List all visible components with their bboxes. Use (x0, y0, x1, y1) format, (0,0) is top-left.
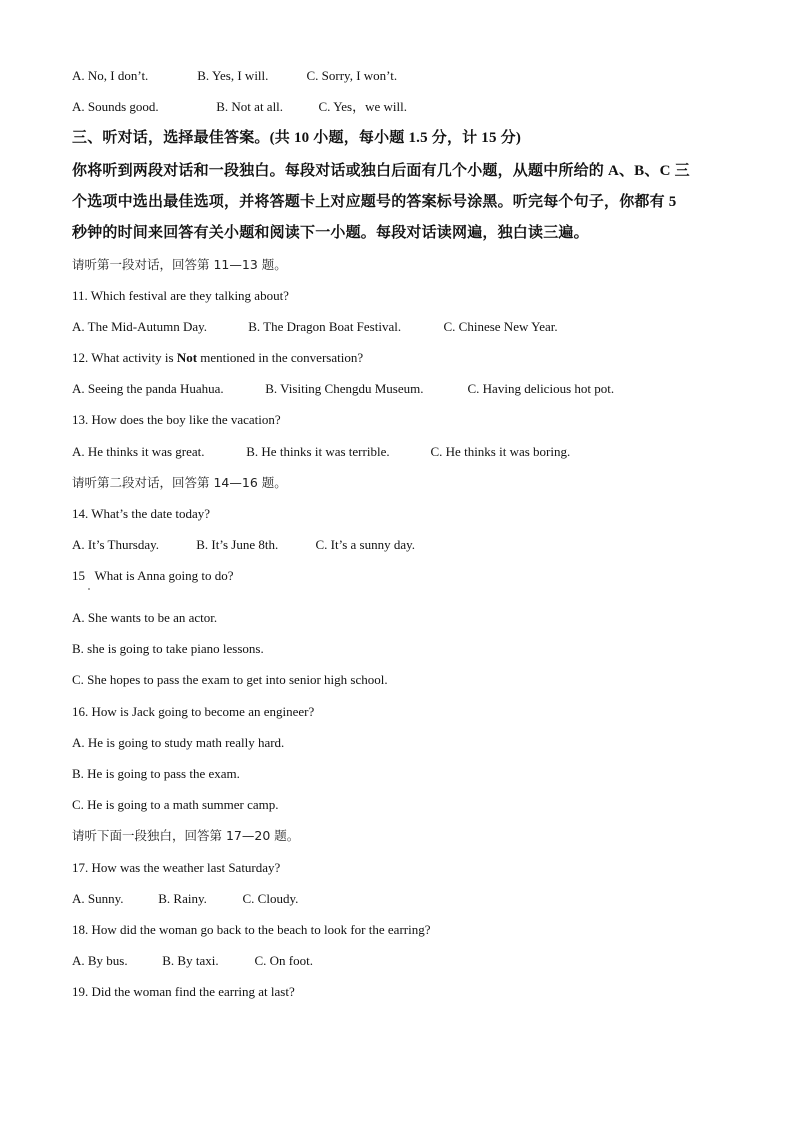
q12-option-c: C. Having delicious hot pot. (467, 381, 615, 396)
q13-option-c: C. He thinks it was boring. (430, 444, 571, 459)
q9-option-b: B. Yes, I will. (197, 68, 269, 83)
q16-option-a: A. He is going to study math really hard. (72, 735, 285, 750)
q16-option-c: C. He is going to a math summer camp. (72, 797, 279, 812)
q12-text-post: mentioned in the conversation? (197, 350, 364, 365)
q10-option-a: A. Sounds good. (72, 99, 159, 114)
q15-option-a: A. She wants to be an actor. (72, 610, 218, 625)
q12-text-emphasis: Not (176, 350, 198, 365)
q10-option-b: B. Not at all. (216, 99, 284, 114)
section-instructions-3: 秒钟的时间来回答有关小题和阅读下一小题。每段对话读网遍，独白读三遍。 (72, 225, 589, 241)
q17-question: 17. How was the weather last Saturday? (72, 860, 281, 875)
q13-options (72, 443, 570, 461)
q11-option-b: B. The Dragon Boat Festival. (248, 319, 402, 334)
q14-option-b: B. It’s June 8th. (196, 537, 279, 552)
q10-options (72, 98, 407, 116)
q17-option-b: B. Rainy. (158, 891, 207, 906)
section-instructions-2: 个选项中选出最佳选项，并将答题卡上对应题号的答案标号涂黑。听完每个句子，你都有 5 (72, 194, 677, 210)
q13-question: 13. How does the boy like the vacation? (72, 412, 281, 427)
q13-option-a: A. He thinks it was great. (72, 444, 205, 459)
q9-option-c: C. Sorry, I won’t. (306, 68, 398, 83)
q10-option-c: C. Yes，we will. (318, 99, 407, 114)
section-heading: 三、听对话，选择最佳答案。(共 10 小题，每小题 1.5 分，计 15 分) (72, 130, 522, 146)
q12-options (72, 380, 614, 398)
q9-options (72, 67, 397, 85)
q11-options (72, 318, 558, 336)
q17-option-c: C. Cloudy. (242, 891, 299, 906)
q11-question: 11. Which festival are they talking about? (72, 288, 289, 303)
q16-option-b: B. He is going to pass the exam. (72, 766, 240, 781)
q15-option-c: C. She hopes to pass the exam to get into senior high school. (72, 672, 388, 687)
q15-option-b: B. she is going to take piano lessons. (72, 641, 264, 656)
q19-question: 19. Did the woman find the earring at last? (72, 984, 295, 999)
q18-option-b: B. By taxi. (162, 953, 219, 968)
q14-options (72, 536, 415, 554)
q14-option-a: A. It’s Thursday. (72, 537, 160, 552)
q12-question (72, 349, 363, 367)
q18-option-c: C. On foot. (254, 953, 313, 968)
q9-option-a: A. No, I don’t. (72, 68, 149, 83)
q11-option-a: A. The Mid-Autumn Day. (72, 319, 208, 334)
q12-text-pre: 12. What activity is (72, 350, 177, 365)
monologue-instruction: 请听下面一段独白，回答第 17—20 题。 (72, 828, 300, 843)
stray-dot (88, 588, 90, 590)
section-instructions-1: 你将听到两段对话和一段独白。每段对话或独白后面有几个小题，从题中所给的 A、B、C 三 (72, 163, 690, 179)
q18-option-a: A. By bus. (72, 953, 128, 968)
q18-options (72, 952, 313, 970)
q13-option-b: B. He thinks it was terrible. (246, 444, 390, 459)
q14-option-c: C. It’s a sunny day. (315, 537, 416, 552)
dialog1-instruction: 请听第一段对话，回答第 11—13 题。 (72, 257, 287, 272)
dialog2-instruction: 请听第二段对话，回答第 14—16 题。 (72, 475, 287, 490)
q17-option-a: A. Sunny. (72, 891, 124, 906)
q16-question: 16. How is Jack going to become an engineer? (72, 704, 315, 719)
q14-question: 14. What’s the date today? (72, 506, 211, 521)
q12-option-b: B. Visiting Chengdu Museum. (265, 381, 424, 396)
q12-option-a: A. Seeing the panda Huahua. (72, 381, 224, 396)
q15-question: 15 What is Anna going to do? (72, 568, 234, 583)
q17-options (72, 890, 298, 908)
q11-option-c: C. Chinese New Year. (443, 319, 558, 334)
q18-question: 18. How did the woman go back to the beach to look for the earring? (72, 922, 431, 937)
